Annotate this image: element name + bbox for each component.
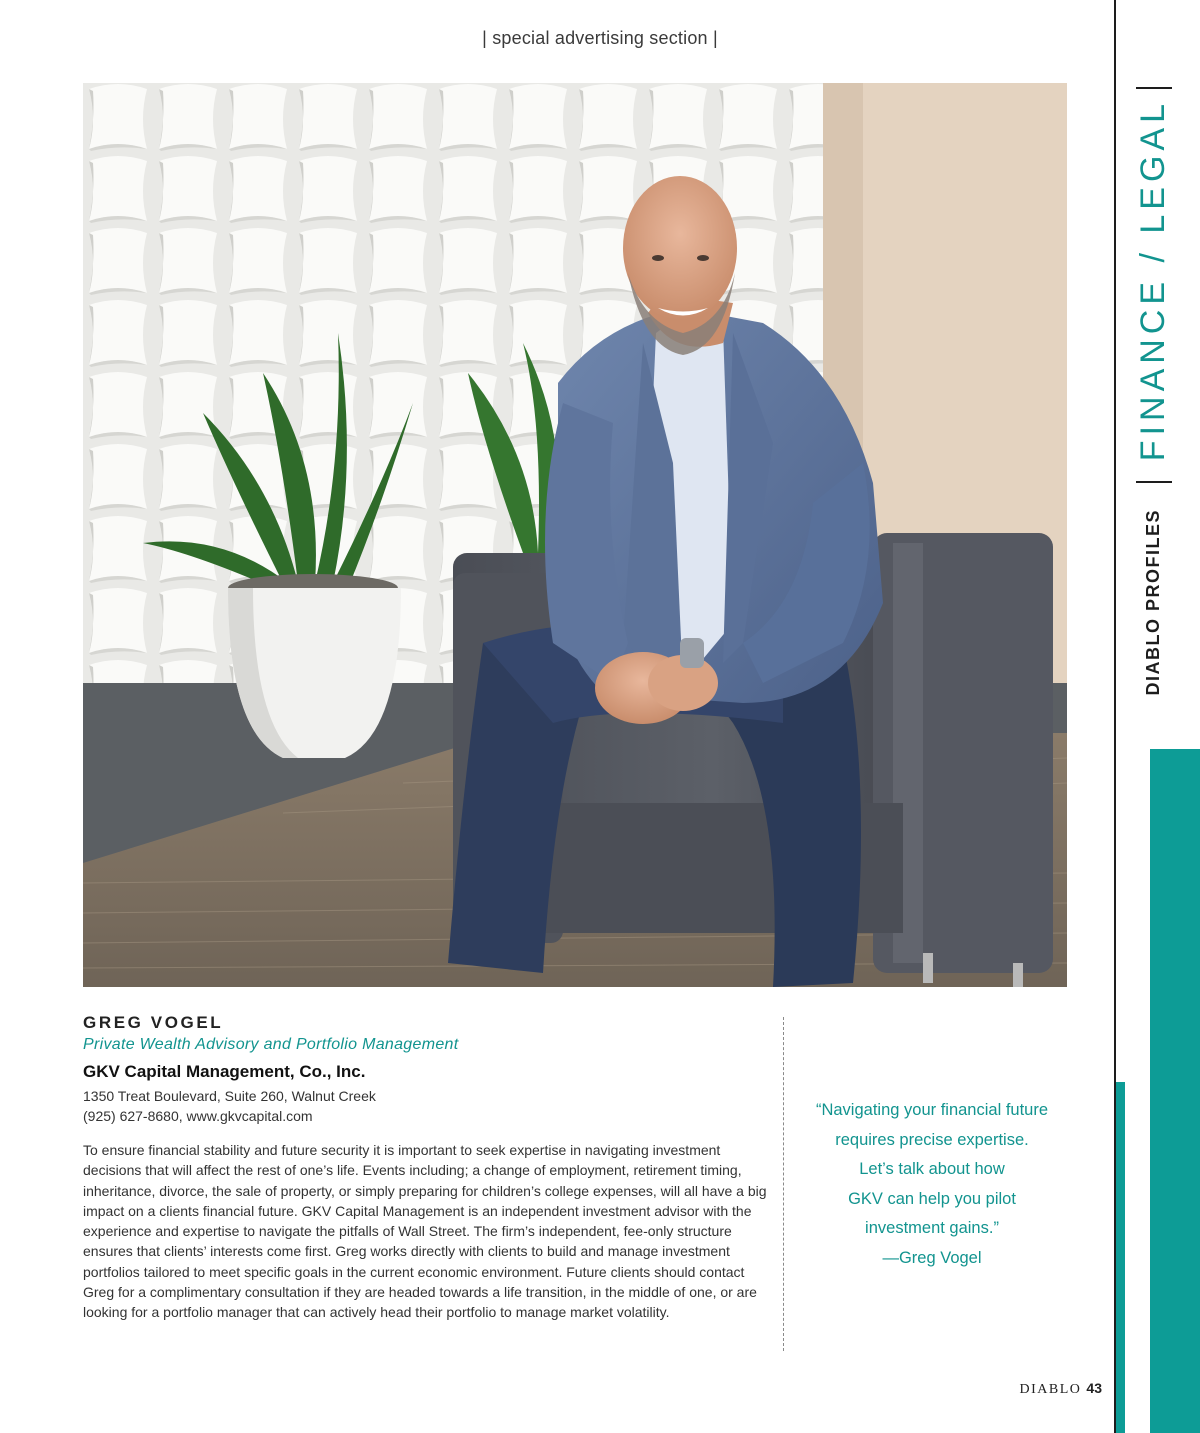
quote-line: requires precise expertise. [835, 1130, 1029, 1149]
company-name: GKV Capital Management, Co., Inc. [83, 1062, 366, 1081]
series-label-wrap [1118, 505, 1188, 700]
profile-body: To ensure financial stability and future security it is important to seek expertise in navigating investment decisions that will affect the rest of one’s life. Events including; a change of employment, retirement timing, inheritance, divorce, the sale of property, or simply preparing for children’s college expenses, will all have a big impact on a clients financial future. GKV Capital Management is an independent investment advisor with the experience and expertise to navigate the pitfalls of Wall Street. The firm’s independent, fee-only structure ensures that clients’ interests come first. Greg works directly with clients to build and manage investment portfolios tailored to meet specific goals in the current economic environment. Future clients should contact Greg for a complimentary consultation if they are headed towards a life transition, in the middle of one, or are looking for a portfolio manager that can actively head their portfolio to manage market volatility. [83, 1142, 767, 1321]
page-footer [960, 1380, 1102, 1398]
page-number: 43 [1086, 1380, 1102, 1396]
quote-line: investment gains.” [865, 1219, 999, 1238]
company-address: 1350 Treat Boulevard, Suite 260, Walnut Creek [83, 1088, 376, 1104]
special-advertising-header: | special advertising section | [482, 28, 718, 48]
section-label-wrap [1118, 100, 1188, 460]
company-contact: (925) 627-8680, www.gkvcapital.com [83, 1108, 313, 1124]
magazine-name: DIABLO [1019, 1382, 1082, 1397]
quote-line: GKV can help you pilot [848, 1189, 1016, 1208]
profile-name: GREG VOGEL [83, 1013, 224, 1032]
dashed-divider [783, 1017, 784, 1351]
quote-attribution: —Greg Vogel [882, 1248, 982, 1267]
profile-photo [83, 83, 1067, 987]
series-label: DIABLO PROFILES [1142, 509, 1163, 696]
quote-line: “Navigating your financial future [815, 1101, 1049, 1119]
rail-teal-block [1150, 749, 1200, 1433]
profile-block [83, 1013, 773, 1323]
quote-line: Let’s talk about how [859, 1160, 1005, 1179]
portrait-photo-icon [83, 83, 1067, 987]
rail-tick-middle [1136, 481, 1172, 483]
profile-title: Private Wealth Advisory and Portfolio Management [83, 1036, 459, 1053]
pull-quote [797, 1096, 1067, 1274]
rail-tick-top [1136, 87, 1172, 89]
rail-accent-bar [1116, 1082, 1125, 1433]
section-label: FINANCE / LEGAL [1133, 98, 1172, 462]
